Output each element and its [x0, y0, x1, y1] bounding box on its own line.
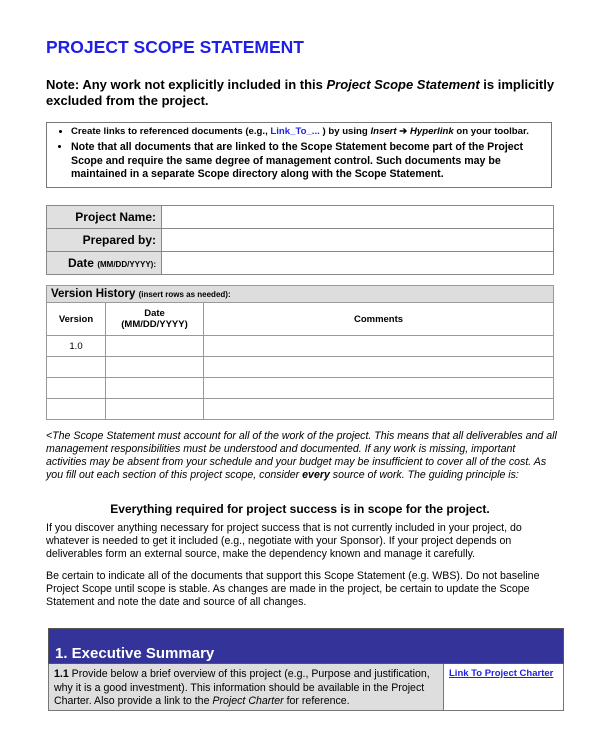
- project-info-table: [46, 205, 554, 275]
- version-cell[interactable]: [47, 378, 106, 399]
- date-label: Date (MM/DD/YYYY):: [47, 252, 162, 275]
- guiding-principle: Everything required for project success is in scope for the project.: [110, 502, 490, 516]
- instruction-bullet: • Note that all documents that are linked to the Scope Statement become part of the Project Scope and require the same degree of management control. Such documents may be maintained in a separate Scope directory along with the Scope Statement.: [71, 141, 543, 182]
- page-title: PROJECT SCOPE STATEMENT: [46, 37, 304, 57]
- date-cell[interactable]: [106, 399, 204, 420]
- version-history-table: [46, 285, 554, 420]
- comments-cell[interactable]: [204, 378, 554, 399]
- project-name-field[interactable]: [162, 206, 554, 229]
- date-cell[interactable]: [106, 357, 204, 378]
- table-row: [47, 357, 554, 378]
- version-cell[interactable]: [47, 357, 106, 378]
- comments-cell[interactable]: [204, 357, 554, 378]
- version-header: Version: [47, 303, 106, 336]
- note-text: Note: Any work not explicitly included in this: [46, 77, 327, 92]
- comments-header: Comments: [204, 303, 554, 336]
- executive-summary-section: [48, 628, 564, 711]
- note-emphasis: Project Scope Statement: [326, 77, 480, 92]
- date-cell[interactable]: [106, 336, 204, 357]
- section-heading: 1. Executive Summary: [48, 628, 564, 664]
- project-charter-link[interactable]: Link To Project Charter: [449, 668, 554, 679]
- baseline-paragraph: Be certain to indicate all of the documents that support this Scope Statement (e.g. WBS). Do not baseline Project Scope until scope is stable. As changes are made in the project, be certain to update the Scope Statement and note the date and source of all changes.: [46, 570, 540, 608]
- date-cell[interactable]: [106, 378, 204, 399]
- section-description: 1.1 Provide below a brief overview of this project (e.g., Purpose and justification, why it is a good investment). This information should be available in the Project Charter. Also provide a link to the Project Charter for reference.: [49, 664, 444, 710]
- instruction-bullet: • Create links to referenced documents (e.g., Link_To_... ) by using Insert ➔ Hyperlink on your toolbar.: [71, 126, 543, 137]
- version-cell[interactable]: [47, 399, 106, 420]
- date-header: Date (MM/DD/YYYY): [106, 303, 204, 336]
- date-field[interactable]: [162, 252, 554, 275]
- project-name-label: Project Name:: [47, 206, 162, 229]
- example-link[interactable]: Link_To_...: [270, 126, 320, 137]
- scope-note: [46, 77, 556, 109]
- version-cell[interactable]: 1.0: [47, 336, 106, 357]
- table-row: [47, 378, 554, 399]
- guidance-paragraph: <The Scope Statement must account for all of the work of the project. This means that all deliverables and all management responsibilities must be understood and documented. If any work is missing, important activities may be absent from your schedule and your budget may be insufficient to cover all of the cost. As you fill out each section of this project scope, consider every source of work. The guiding principle is:: [46, 430, 557, 481]
- prepared-by-field[interactable]: [162, 229, 554, 252]
- instructions-box: [46, 122, 552, 188]
- note-text-end: is implicitly excluded from the project.: [46, 77, 555, 108]
- table-row: [47, 336, 554, 357]
- dependency-paragraph: If you discover anything necessary for project success that is not currently included in your project, do whatever is needed to get it included (e.g., negotiate with your Sponsor). If your project depends on deliverables form an external source, make the dependency known and manage it carefully.: [46, 522, 522, 560]
- comments-cell[interactable]: [204, 399, 554, 420]
- comments-cell[interactable]: [204, 336, 554, 357]
- prepared-by-label: Prepared by:: [47, 229, 162, 252]
- version-history-title: Version History (insert rows as needed):: [47, 286, 554, 303]
- table-row: [47, 399, 554, 420]
